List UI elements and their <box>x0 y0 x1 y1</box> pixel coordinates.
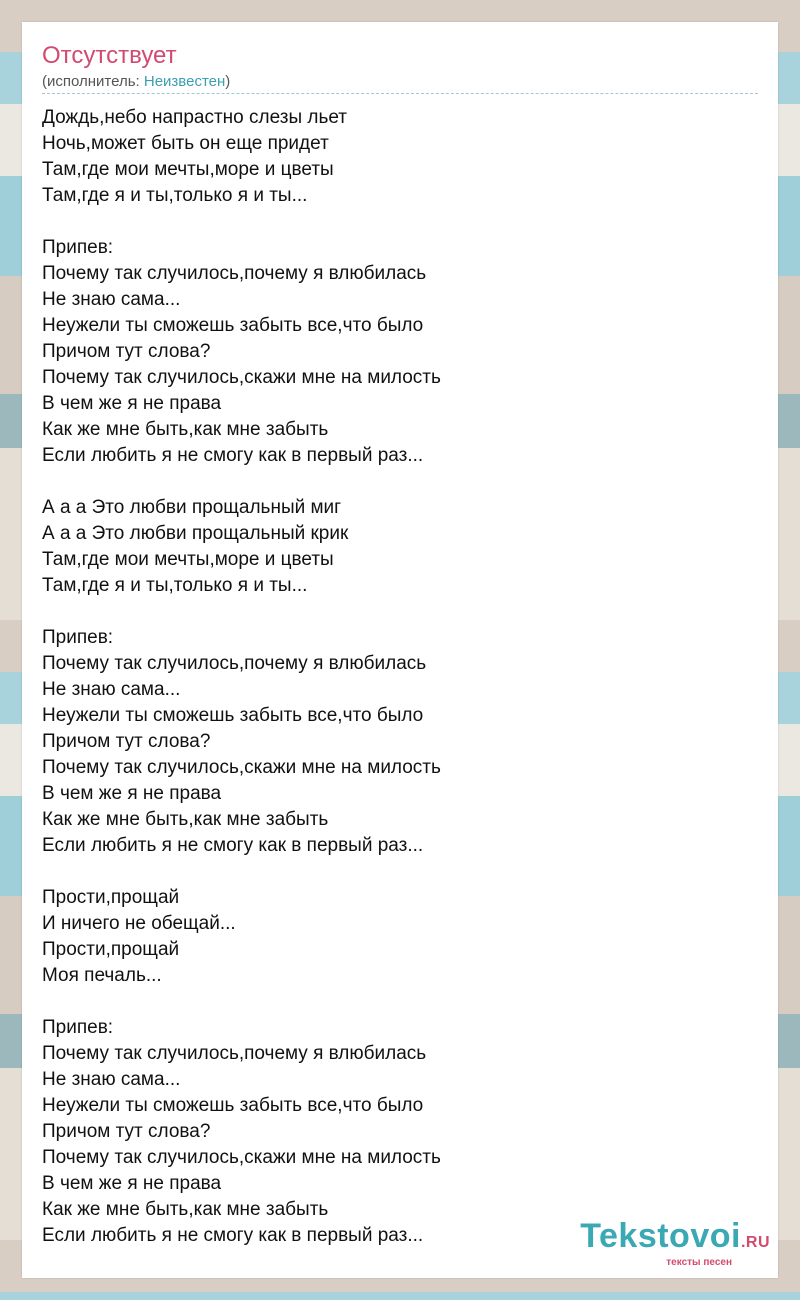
lyric-line: Почему так случилось,скажи мне на милость <box>42 1147 441 1168</box>
lyric-line: А а а Это любви прощальный крик <box>42 523 349 544</box>
lyric-line: Там,где я и ты,только я и ты... <box>42 575 308 596</box>
lyric-line: Там,где мои мечты,море и цветы <box>42 159 334 180</box>
lyric-line: Моя печаль... <box>42 965 162 986</box>
lyric-line: Не знаю сама... <box>42 1069 181 1090</box>
lyric-line: Причом тут слова? <box>42 731 211 752</box>
stanza-break <box>42 859 441 885</box>
lyric-line: Причом тут слова? <box>42 1121 211 1142</box>
lyric-line: Припев: <box>42 237 114 258</box>
byline-suffix: ) <box>225 73 231 90</box>
lyric-line: А а а Это любви прощальный миг <box>42 497 342 518</box>
lyric-line: Неужели ты сможешь забыть все,что было <box>42 705 424 726</box>
lyric-line: Прости,прощай <box>42 939 180 960</box>
song-title: Отсутствует <box>42 42 177 69</box>
lyric-line: Почему так случилось,почему я влюбилась <box>42 1043 427 1064</box>
lyric-line: Прости,прощай <box>42 887 180 908</box>
lyric-line: В чем же я не права <box>42 393 222 414</box>
lyric-line: Причом тут слова? <box>42 341 211 362</box>
lyric-line: Не знаю сама... <box>42 679 181 700</box>
lyric-line: Как же мне быть,как мне забыть <box>42 1199 329 1220</box>
lyric-line: Если любить я не смогу как в первый раз... <box>42 445 424 466</box>
lyric-line: Там,где мои мечты,море и цветы <box>42 549 334 570</box>
lyric-line: Дождь,небо напрастно слезы льет <box>42 107 348 128</box>
lyric-line: Почему так случилось,почему я влюбилась <box>42 263 427 284</box>
logo-name: Tekstovoi <box>580 1217 741 1255</box>
lyric-line: Не знаю сама... <box>42 289 181 310</box>
lyric-line: Припев: <box>42 627 114 648</box>
lyric-line: Если любить я не смогу как в первый раз... <box>42 835 424 856</box>
logo-tagline: тексты песен <box>666 1257 732 1268</box>
lyric-line: В чем же я не права <box>42 1173 222 1194</box>
lyric-line: Почему так случилось,почему я влюбилась <box>42 653 427 674</box>
lyric-line: Неужели ты сможешь забыть все,что было <box>42 315 424 336</box>
lyric-line: Там,где я и ты,только я и ты... <box>42 185 308 206</box>
stanza-break <box>42 599 441 625</box>
stanza-break <box>42 209 441 235</box>
lyric-line: В чем же я не права <box>42 783 222 804</box>
stanza-break <box>42 989 441 1015</box>
lyric-line: Если любить я не смогу как в первый раз... <box>42 1225 424 1246</box>
site-logo[interactable] <box>580 1219 770 1268</box>
lyric-line: Как же мне быть,как мне забыть <box>42 419 329 440</box>
lyric-line: Как же мне быть,как мне забыть <box>42 809 329 830</box>
lyric-line: Почему так случилось,скажи мне на милость <box>42 367 441 388</box>
byline-prefix: (исполнитель: <box>42 73 144 90</box>
lyric-line: Ночь,может быть он еще придет <box>42 133 329 154</box>
lyric-line: Почему так случилось,скажи мне на милость <box>42 757 441 778</box>
lyrics-text <box>42 105 441 1249</box>
artist-byline <box>42 73 230 91</box>
lyrics-card <box>22 22 778 1278</box>
lyric-line: И ничего не обещай... <box>42 913 236 934</box>
lyric-line: Неужели ты сможешь забыть все,что было <box>42 1095 424 1116</box>
lyric-line: Припев: <box>42 1017 114 1038</box>
title-divider <box>42 93 758 94</box>
logo-tld: .RU <box>740 1234 770 1251</box>
stanza-break <box>42 469 441 495</box>
artist-link[interactable]: Неизвестен <box>143 73 226 90</box>
